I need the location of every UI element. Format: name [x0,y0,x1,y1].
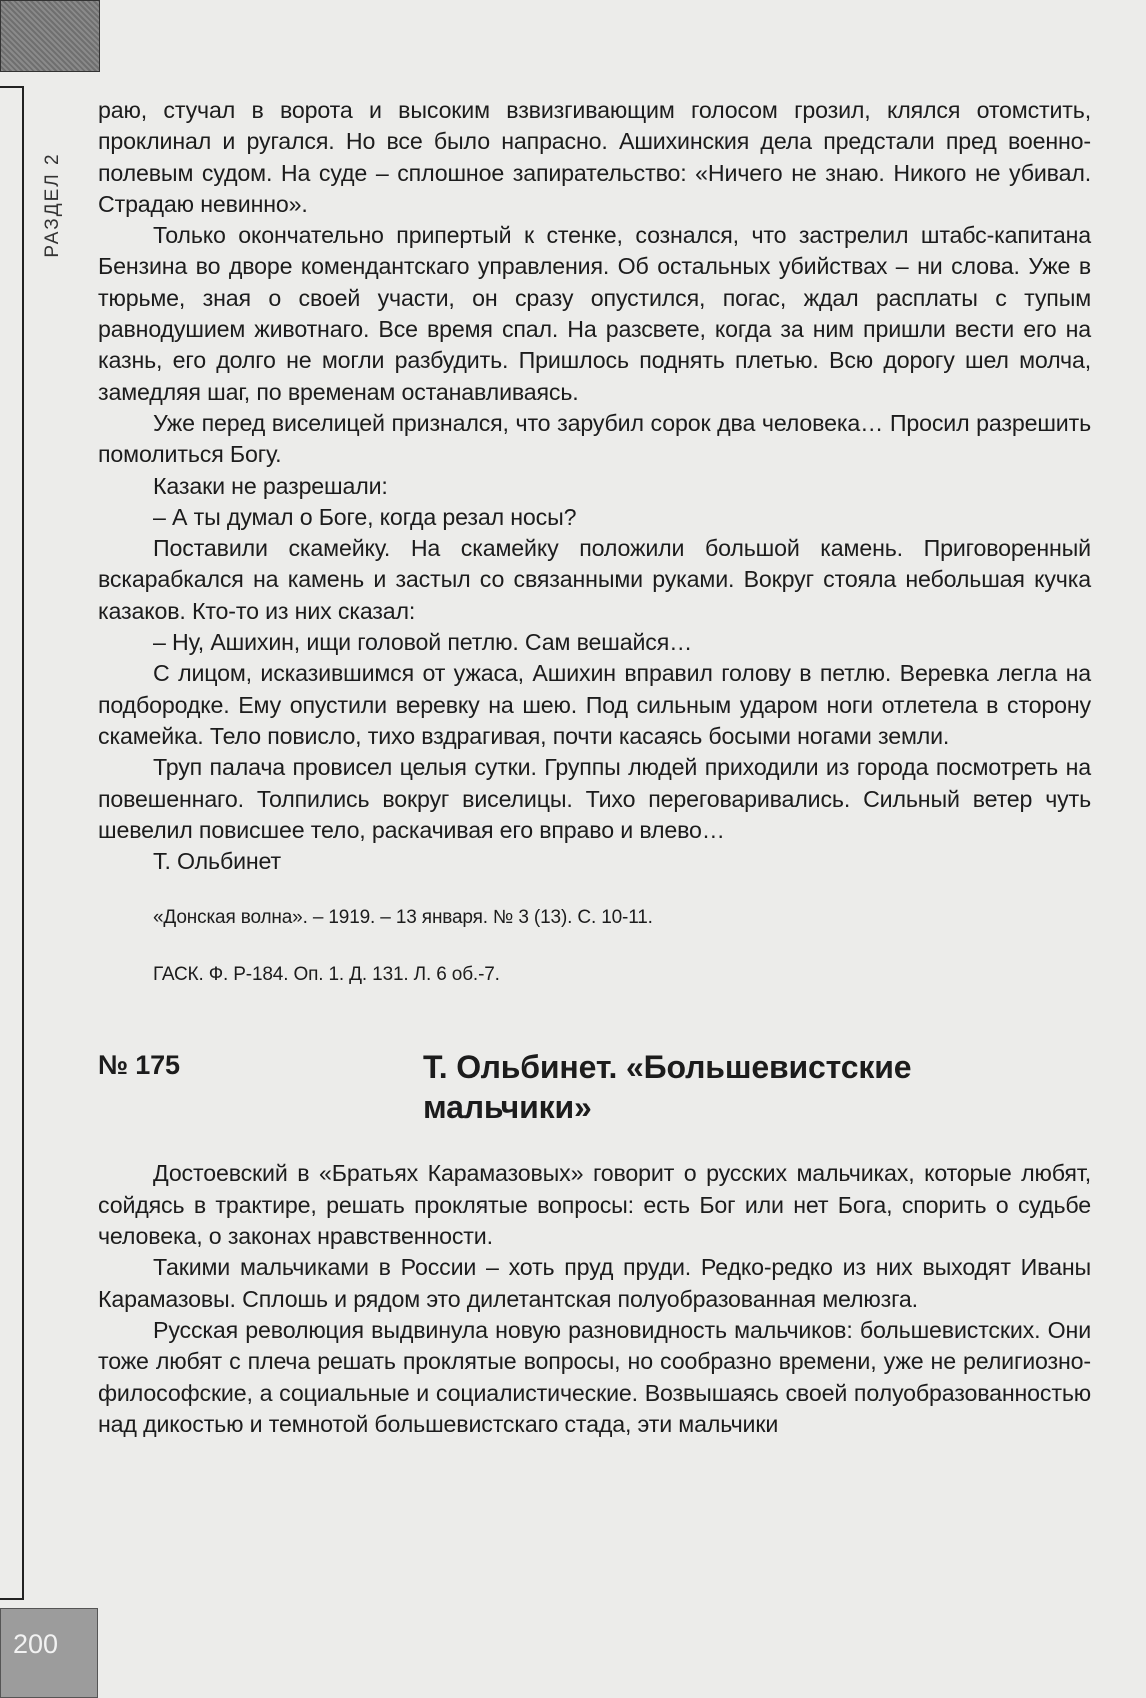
paragraph: Казаки не разрешали: [153,472,388,499]
source-citation: «Донская волна». – 1919. – 13 января. № 3 (13). С. 10-11. [153,907,653,929]
paragraph: Русская революция выдвинула новую разновидность мальчиков: большевистских. Они тоже любят с плеча решать проклятые вопросы, но сообразно времени, уже не религиозно-философские, а социальные и социалистические. Возвышаясь своей полуобразованностью над дикостью и темнотой большевистскаго стада, эти мальчики [98,1316,1091,1437]
document-body [98,1158,1091,1440]
paragraph: С лицом, исказившимся от ужаса, Ашихин вправил голову в петлю. Веревка легла на подбородке. Ему опустили веревку на шею. Под сильным ударом ноги отлетела в сторону скамейка. Тело повисло, тихо вздрагивая, почти касаясь босыми ногами земли. [98,660,1091,749]
page-content [98,95,1091,1440]
paragraph: Достоевский в «Братьях Карамазовых» говорит о русских мальчиках, которые любят, сойдясь в трактире, решать проклятые вопросы: есть Бог или нет Бога, спорить о судьбе человека, о законах нравственности. [98,1160,1091,1250]
archive-reference: ГАСК. Ф. Р-184. Оп. 1. Д. 131. Л. 6 об.-7. [153,964,500,986]
paragraph: Труп палача провисел целыя сутки. Группы людей приходили из города посмотреть на повешеннаго. Толпились вокруг виселицы. Тихо переговаривались. Сильный ветер чуть шевелил повисшее тело, раскачивая его вправо и влево… [98,754,1091,843]
document-heading [98,1050,1091,1158]
paragraph: Поставили скамейку. На скамейку положили большой камень. Приговоренный вскарабкался на камень и застыл со связанными руками. Вокруг стояла небольшая кучка казаков. Кто-то из них сказал: [98,535,1091,624]
paragraph: Уже перед виселицей признался, что зарубил сорок два человека… Просил разрешить помолиться Богу. [98,409,1091,468]
paragraph: Такими мальчиками в России – хоть пруд пруди. Редко-редко из них выходят Иваны Карамазовы. Сплошь и рядом это дилетантская полуобразованная мелюзга. [98,1254,1091,1312]
corner-decoration [0,0,100,72]
paragraph: – А ты думал о Боге, когда резал носы? [153,503,577,530]
page-number-box [0,1608,98,1698]
page-number: 200 [13,1629,59,1659]
author-signature: Т. Ольбинет [153,848,281,875]
paragraph: Только окончательно припертый к стенке, сознался, что застрелил штабс-капитана Бензина во дворе комендантскаго управления. Об остальных убийствах – ни слова. Уже в тюрьме, зная о своей участи, он сразу опустился, погас, ждал расплаты с тупым равнодушием животнаго. Все время спал. На разсвете, когда за ним пришли вести его на казнь, его долго не могли разбудить. Пришлось поднять плетью. Всю дорогу шел молча, замедляя шаг, по временам останавливаясь. [98,222,1091,405]
document-number: № 175 [98,1050,180,1081]
section-label: РАЗДЕЛ 2 [42,152,63,258]
side-bracket [0,86,24,1600]
document-title: Т. Ольбинет. «Большевистские мальчики» [423,1049,912,1126]
paragraph: раю, стучал в ворота и высоким взвизгивающим голосом грозил, клялся отомстить, проклинал и ругался. Но все было напрасно. Ашихинския дела предстали пред военно-полевым судом. На суде – сплошное запирательство: «Ничего не знаю. Никого не убивал. Страдаю невинно». [98,97,1091,217]
paragraph: – Ну, Ашихин, ищи головой петлю. Сам вешайся… [153,629,693,656]
